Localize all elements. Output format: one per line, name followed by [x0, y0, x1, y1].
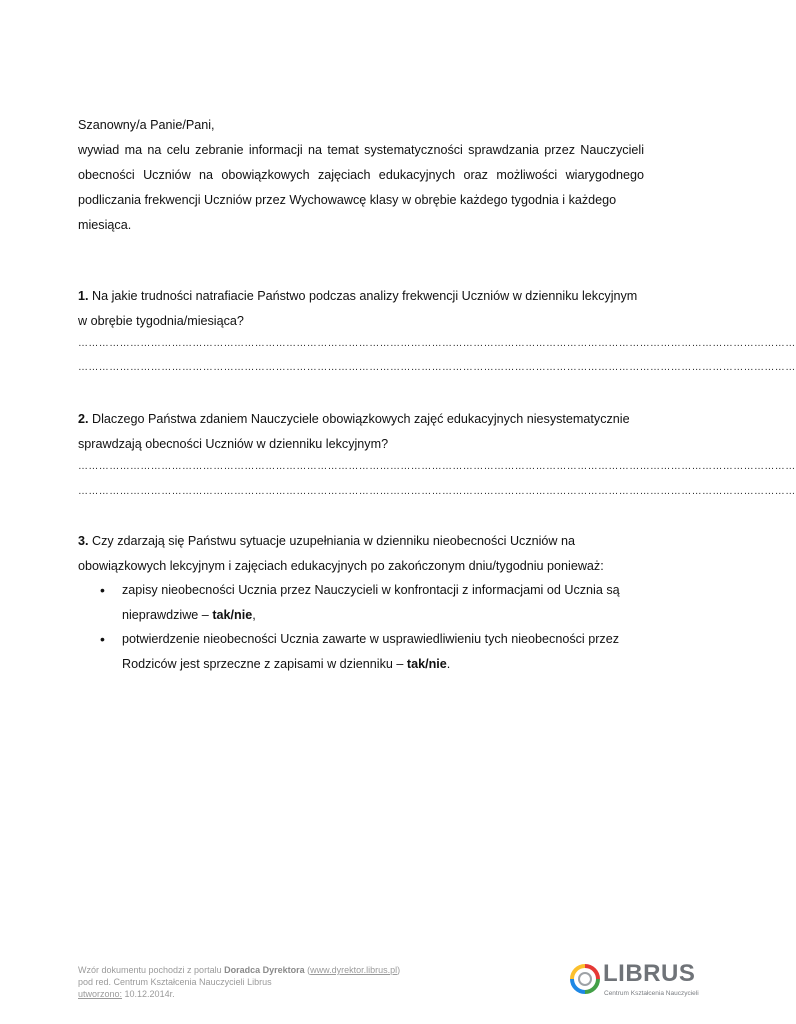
footer-source-text: Wzór dokumentu pochodzi z portalu	[78, 965, 225, 975]
bullet-tail: ,	[252, 608, 256, 622]
answer-line[interactable]: ………………………………………………………………………………………………………………………………………………………………………………………	[78, 338, 796, 349]
question-1-text: Na jakie trudności natrafiacie Państwo podczas analizy frekwencji Uczniów w dzienniku lekcyjnym w obrębie tygodnia/miesiąca?	[78, 289, 638, 328]
footer-paren: )	[397, 965, 401, 975]
question-2-number: 2.	[78, 412, 89, 426]
intro-text: wywiad ma na celu zebranie informacji na temat systematyczności sprawdzania przez Nauczycieli obecności Uczniów na obowiązkowych zajęciach edukacyjnych oraz możliwości wiarygodnego podliczania frekwencji Uczniów przez Wychowawcę klasy w obrębie każdego tygodnia i każdego	[78, 143, 644, 207]
intro-last-line: miesiąca.	[78, 218, 132, 232]
question-1-number: 1.	[78, 289, 89, 303]
librus-logo-subtitle: Centrum Kształcenia Nauczycieli	[604, 990, 699, 997]
answer-line[interactable]: ………………………………………………………………………………………………………………………………………………………………………………………	[78, 362, 796, 373]
bullet-icon: •	[100, 631, 105, 647]
librus-logo-icon	[570, 964, 600, 994]
footer-url-link[interactable]: www.dyrektor.librus.pl	[310, 965, 398, 975]
answer-line[interactable]: ………………………………………………………………………………………………………………………………………………………………………………………	[78, 486, 796, 497]
bullet-text: zapisy nieobecności Ucznia przez Nauczycieli w konfrontacji z informacjami od Ucznia są nieprawdziwe –	[122, 583, 620, 622]
footer-paren: (	[304, 965, 311, 975]
intro-paragraph	[78, 138, 644, 238]
footer-created-label: utworzono:	[78, 989, 123, 999]
footer	[78, 964, 400, 1000]
footer-line-1	[78, 964, 400, 976]
bullet-icon: •	[100, 582, 105, 598]
bullet-tail: .	[446, 657, 451, 671]
librus-logo	[570, 962, 702, 1002]
yes-no-choice[interactable]: tak/nie	[212, 608, 253, 622]
greeting: Szanowny/a Panie/Pani,	[78, 118, 215, 132]
bullet-text: potwierdzenie nieobecności Ucznia zawarte w usprawiedliwieniu tych nieobecności przez Rodziców jest sprzeczne z zapisami w dzienniku –	[122, 632, 620, 671]
footer-created-date: 10.12.2014r.	[122, 989, 175, 999]
question-3	[78, 529, 644, 579]
footer-line-3	[78, 988, 400, 1000]
question-1	[78, 284, 644, 334]
question-2	[78, 407, 644, 457]
question-3-number: 3.	[78, 534, 89, 548]
yes-no-choice[interactable]: tak/nie	[406, 657, 447, 671]
answer-line[interactable]: ………………………………………………………………………………………………………………………………………………………………………………………	[78, 461, 796, 472]
footer-line-2: pod red. Centrum Kształcenia Nauczycieli Librus	[78, 977, 272, 987]
librus-logo-word: LIBRUS	[603, 960, 696, 987]
question-2-text: Dlaczego Państwa zdaniem Nauczyciele obowiązkowych zajęć edukacyjnych niesystematycznie sprawdzają obecności Uczniów w dzienniku lekcyjnym?	[78, 412, 630, 451]
footer-portal-name: Doradca Dyrektora	[224, 965, 305, 975]
question-3-text: Czy zdarzają się Państwu sytuacje uzupełniania w dzienniku nieobecności Uczniów na obowiązkowych lekcyjnym i zajęciach edukacyjnych po zakończonym dniu/tygodniu ponieważ:	[78, 534, 604, 573]
